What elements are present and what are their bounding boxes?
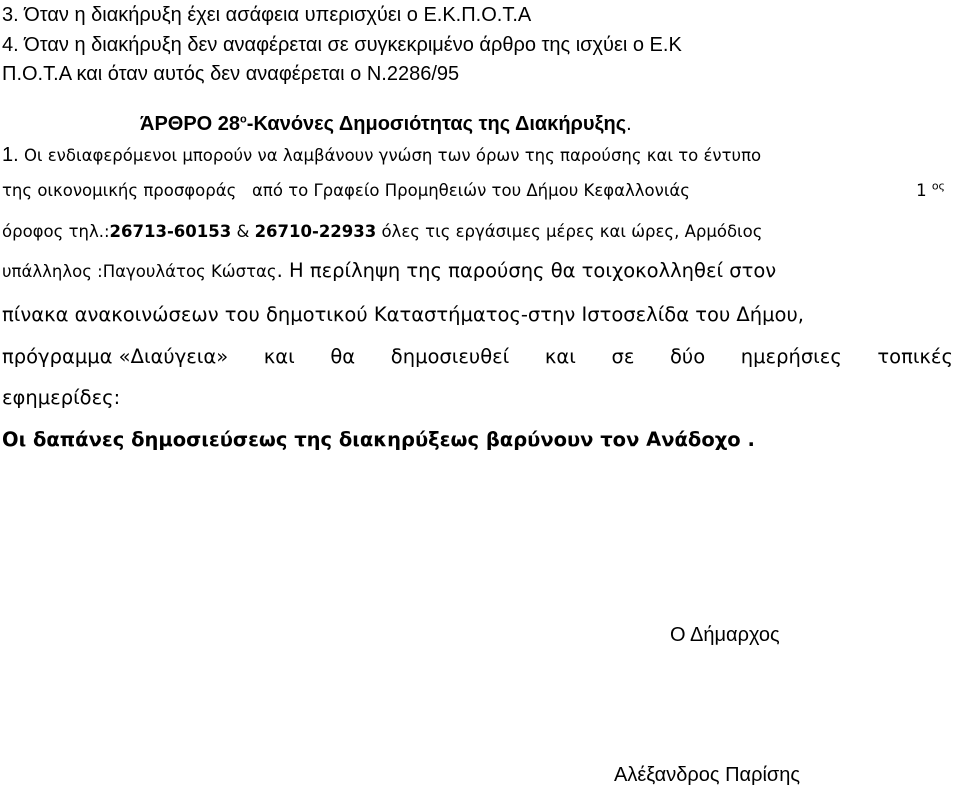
- paragraph-1-line-2: [2, 181, 945, 200]
- paragraph-1-line-2-a: της οικονομικής προσφοράς: [2, 181, 237, 200]
- signature-role: Ο Δήμαρχος: [670, 624, 780, 646]
- paragraph-1-line-1: [2, 144, 953, 167]
- paragraph-1-line-2-b: από το Γραφείο Προμηθειών του Δήμου Κεφαλλονιάς: [252, 181, 690, 200]
- phone-separator: &: [231, 222, 255, 241]
- paragraph-1-line-4: [2, 259, 953, 282]
- line-6-word: ημερήσιες: [740, 345, 842, 368]
- article-title-end: .: [626, 113, 632, 135]
- item-3: 3. Όταν η διακήρυξη έχει ασάφεια υπερισχύει ο Ε.Κ.Π.Ο.Τ.Α: [2, 4, 532, 26]
- floor-number-sup: ος: [931, 181, 945, 193]
- paragraph-1-line-3: [2, 222, 953, 241]
- line-6-word: και: [544, 345, 576, 368]
- paragraph-1-line-4-a: υπάλληλος :Παγουλάτος Κώστας: [2, 262, 277, 281]
- item-4-line-2: Π.Ο.Τ.Α και όταν αυτός δεν αναφέρεται ο Ν.2286/95: [2, 63, 460, 85]
- paragraph-1-line-3-a: όροφος τηλ.:: [2, 222, 110, 241]
- line-6-word: δημοσιευθεί: [390, 345, 510, 368]
- line-6-word: θα: [330, 345, 356, 368]
- line-6-word: και: [263, 345, 295, 368]
- paragraph-1-line-3-b: όλες τις εργάσιμες μέρες και ώρες, Αρμόδιος: [376, 222, 763, 241]
- line-6-word: δύο: [670, 345, 706, 368]
- paragraph-number: 1.: [2, 144, 19, 166]
- article-title: [140, 113, 632, 136]
- phone-2: 26710-22933: [254, 222, 377, 241]
- line-6-word: πρόγραμμα «Διαύγεια»: [2, 345, 229, 368]
- floor-number-digit: 1: [916, 181, 927, 200]
- article-title-sup: ο: [240, 113, 247, 126]
- paragraph-1-line-6: [2, 345, 953, 368]
- line-6-word: τοπικές: [877, 345, 953, 368]
- signature-name: Αλέξανδρος Παρίσης: [614, 764, 800, 786]
- paragraph-1-line-4-b: . Η περίληψη της παρούσης θα τοιχοκολληθεί στον: [276, 259, 777, 282]
- line-6-word: σε: [611, 345, 635, 368]
- article-title-suffix: -Κανόνες Δημοσιότητας της Διακήρυξης: [246, 113, 627, 135]
- item-4-line-1: 4. Όταν η διακήρυξη δεν αναφέρεται σε συγκεκριμένο άρθρο της ισχύει ο Ε.Κ: [2, 34, 682, 56]
- paragraph-1-line-7: εφημερίδες:: [2, 386, 121, 409]
- phone-1: 26713-60153: [109, 222, 232, 241]
- floor-number: [916, 181, 945, 200]
- paragraph-1-line-5: πίνακα ανακοινώσεων του δημοτικού Καταστήματος-στην Ιστοσελίδα του Δήμου,: [2, 303, 804, 326]
- paragraph-1-line-1-text: Οι ενδιαφερόμενοι μπορούν να λαμβάνουν γνώση των όρων της παρούσης και το έντυπο: [23, 146, 762, 165]
- costs-statement: Οι δαπάνες δημοσιεύσεως της διακηρύξεως βαρύνουν τον Ανάδοχο .: [2, 428, 755, 451]
- article-title-prefix: ΆΡΘΡΟ 28: [140, 113, 241, 135]
